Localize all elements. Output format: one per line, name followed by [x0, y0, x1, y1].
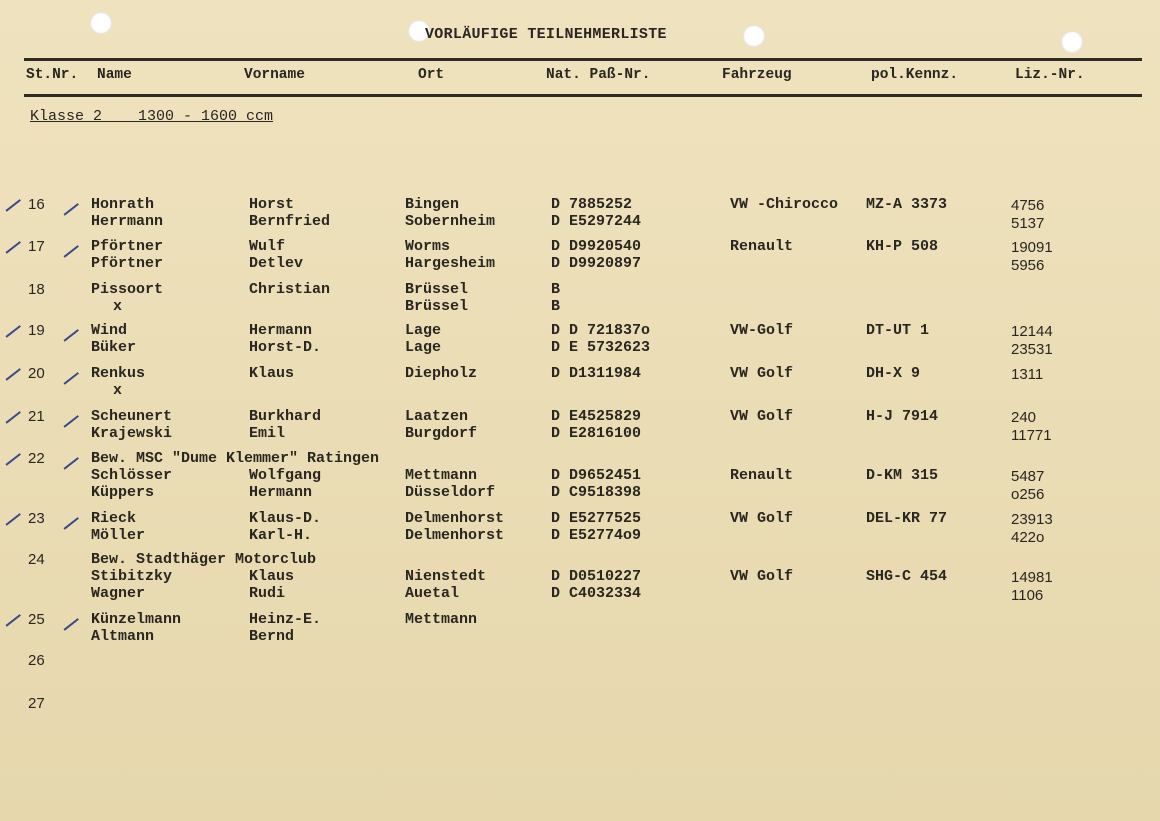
driver-first-name: Klaus [249, 365, 295, 382]
driver-first-name: Bernd [249, 628, 295, 645]
nationality-passport: D 7885252 [551, 196, 633, 213]
nationality-passport: D E52774o9 [551, 527, 642, 544]
driver-name: Honrath [91, 196, 155, 213]
vehicle: VW Golf [730, 408, 794, 425]
driver-name: Büker [91, 339, 137, 356]
license-number: 4756 [1011, 197, 1045, 214]
registration-plate: DEL-KR 77 [866, 510, 948, 527]
header-rule-top [24, 58, 1142, 61]
start-number: 26 [28, 652, 45, 669]
driver-name: Stibitzky [91, 568, 173, 585]
check-mark [6, 199, 21, 211]
driver-name: Altmann [91, 628, 155, 645]
nationality-passport: D E5277525 [551, 510, 642, 527]
registration-plate: MZ-A 3373 [866, 196, 948, 213]
vehicle: VW Golf [730, 568, 794, 585]
driver-first-name: Heinz-E. [249, 611, 322, 628]
driver-city: Burgdorf [405, 425, 478, 442]
driver-first-name: Klaus-D. [249, 510, 322, 527]
driver-first-name: Horst-D. [249, 339, 322, 356]
registration-plate: SHG-C 454 [866, 568, 948, 585]
license-number: 5487 [1011, 468, 1045, 485]
driver-name: x [113, 298, 123, 315]
driver-city: Diepholz [405, 365, 478, 382]
driver-first-name: Klaus [249, 568, 295, 585]
license-number: 1106 [1011, 587, 1044, 604]
driver-first-name: Bernfried [249, 213, 331, 230]
header-vorname: Vorname [244, 67, 305, 83]
driver-name: Herrmann [91, 213, 164, 230]
start-number: 19 [28, 322, 45, 339]
vehicle: VW -Chirocco [730, 196, 839, 213]
entrant-club: Bew. MSC "Dume Klemmer" Ratingen [91, 450, 380, 467]
driver-first-name: Christian [249, 281, 331, 298]
nationality-passport: D D0510227 [551, 568, 642, 585]
driver-city: Bingen [405, 196, 460, 213]
check-mark [6, 325, 21, 337]
nationality-passport: D D9920540 [551, 238, 642, 255]
driver-name: Möller [91, 527, 146, 544]
nationality-passport: D E 5732623 [551, 339, 651, 356]
nationality-passport: D E5297244 [551, 213, 642, 230]
driver-first-name: Wulf [249, 238, 286, 255]
driver-city: Lage [405, 322, 442, 339]
registration-plate: DT-UT 1 [866, 322, 930, 339]
start-number: 27 [28, 695, 45, 712]
header-name: Name [97, 67, 132, 83]
driver-name: Künzelmann [91, 611, 182, 628]
vehicle: Renault [730, 467, 794, 484]
driver-city: Lage [405, 339, 442, 356]
license-number: 19091 [1011, 239, 1053, 256]
klasse-heading: Klasse 2 1300 - 1600 ccm [30, 108, 274, 125]
start-number: 17 [28, 238, 45, 255]
nationality-passport: D C9518398 [551, 484, 642, 501]
check-mark [64, 329, 79, 341]
driver-city: Laatzen [405, 408, 469, 425]
driver-first-name: Horst [249, 196, 295, 213]
driver-name: Rieck [91, 510, 137, 527]
header-ort: Ort [418, 67, 445, 83]
driver-name: Pförtner [91, 255, 164, 272]
driver-first-name: Emil [249, 425, 286, 442]
driver-city: Brüssel [405, 281, 469, 298]
driver-name: x [113, 382, 123, 399]
license-number: 240 [1011, 409, 1037, 426]
driver-city: Mettmann [405, 611, 478, 628]
registration-plate: H-J 7914 [866, 408, 939, 425]
check-mark [64, 517, 79, 529]
driver-first-name: Hermann [249, 484, 313, 501]
nationality-passport: D D 721837o [551, 322, 651, 339]
header-nat-pass: Nat. Paß-Nr. [546, 67, 651, 83]
nationality-passport: D C4032334 [551, 585, 642, 602]
registration-plate: KH-P 508 [866, 238, 939, 255]
check-mark [6, 453, 21, 465]
check-mark [6, 513, 21, 525]
header-rule-bottom [24, 94, 1142, 97]
header-kennz: pol.Kennz. [871, 67, 959, 83]
driver-name: Scheunert [91, 408, 173, 425]
check-mark [64, 415, 79, 427]
driver-first-name: Hermann [249, 322, 313, 339]
start-number: 21 [28, 408, 45, 425]
driver-city: Mettmann [405, 467, 478, 484]
driver-city: Brüssel [405, 298, 469, 315]
license-number: 12144 [1011, 323, 1053, 340]
vehicle: VW-Golf [730, 322, 794, 339]
license-number: 1311 [1011, 366, 1044, 383]
driver-first-name: Rudi [249, 585, 286, 602]
start-number: 18 [28, 281, 45, 298]
driver-first-name: Burkhard [249, 408, 322, 425]
check-mark [6, 368, 21, 380]
start-number: 23 [28, 510, 45, 527]
check-mark [6, 241, 21, 253]
license-number: 14981 [1011, 569, 1053, 586]
license-number: 5956 [1011, 257, 1045, 274]
nationality-passport: B [551, 281, 561, 298]
driver-name: Krajewski [91, 425, 173, 442]
driver-name: Küppers [91, 484, 155, 501]
driver-city: Worms [405, 238, 451, 255]
nationality-passport: B [551, 298, 561, 315]
punch-hole [90, 12, 112, 34]
driver-city: Auetal [405, 585, 460, 602]
nationality-passport: D D1311984 [551, 365, 642, 382]
start-number: 20 [28, 365, 45, 382]
header-liz: Liz.-Nr. [1015, 67, 1085, 83]
vehicle: VW Golf [730, 365, 794, 382]
driver-city: Delmenhorst [405, 510, 505, 527]
driver-name: Wind [91, 322, 128, 339]
document-title: VORLÄUFIGE TEILNEHMERLISTE [425, 26, 667, 43]
driver-name: Pförtner [91, 238, 164, 255]
license-number: 23913 [1011, 511, 1053, 528]
header-fahrzeug: Fahrzeug [722, 67, 792, 83]
driver-city: Delmenhorst [405, 527, 505, 544]
check-mark [64, 203, 79, 215]
license-number: 23531 [1011, 341, 1053, 358]
license-number: 5137 [1011, 215, 1045, 232]
driver-name: Renkus [91, 365, 146, 382]
header-stnr: St.Nr. [26, 67, 79, 83]
start-number: 16 [28, 196, 45, 213]
entrant-club: Bew. Stadthäger Motorclub [91, 551, 317, 568]
driver-name: Pissoort [91, 281, 164, 298]
registration-plate: D-KM 315 [866, 467, 939, 484]
start-number: 25 [28, 611, 45, 628]
punch-hole [1061, 31, 1083, 53]
punch-hole [743, 25, 765, 47]
check-mark [6, 614, 21, 626]
driver-first-name: Wolfgang [249, 467, 322, 484]
nationality-passport: D D9652451 [551, 467, 642, 484]
start-number: 24 [28, 551, 45, 568]
start-number: 22 [28, 450, 45, 467]
driver-name: Schlösser [91, 467, 173, 484]
check-mark [64, 245, 79, 257]
license-number: o256 [1011, 486, 1045, 503]
driver-city: Nienstedt [405, 568, 487, 585]
check-mark [64, 457, 79, 469]
driver-city: Düsseldorf [405, 484, 496, 501]
driver-first-name: Karl-H. [249, 527, 313, 544]
license-number: 11771 [1011, 427, 1052, 444]
nationality-passport: D D9920897 [551, 255, 642, 272]
check-mark [64, 618, 79, 630]
vehicle: VW Golf [730, 510, 794, 527]
driver-city: Sobernheim [405, 213, 496, 230]
check-mark [6, 411, 21, 423]
vehicle: Renault [730, 238, 794, 255]
driver-first-name: Detlev [249, 255, 304, 272]
driver-name: Wagner [91, 585, 146, 602]
nationality-passport: D E2816100 [551, 425, 642, 442]
nationality-passport: D E4525829 [551, 408, 642, 425]
check-mark [64, 372, 79, 384]
license-number: 422o [1011, 529, 1045, 546]
driver-city: Hargesheim [405, 255, 496, 272]
registration-plate: DH-X 9 [866, 365, 921, 382]
